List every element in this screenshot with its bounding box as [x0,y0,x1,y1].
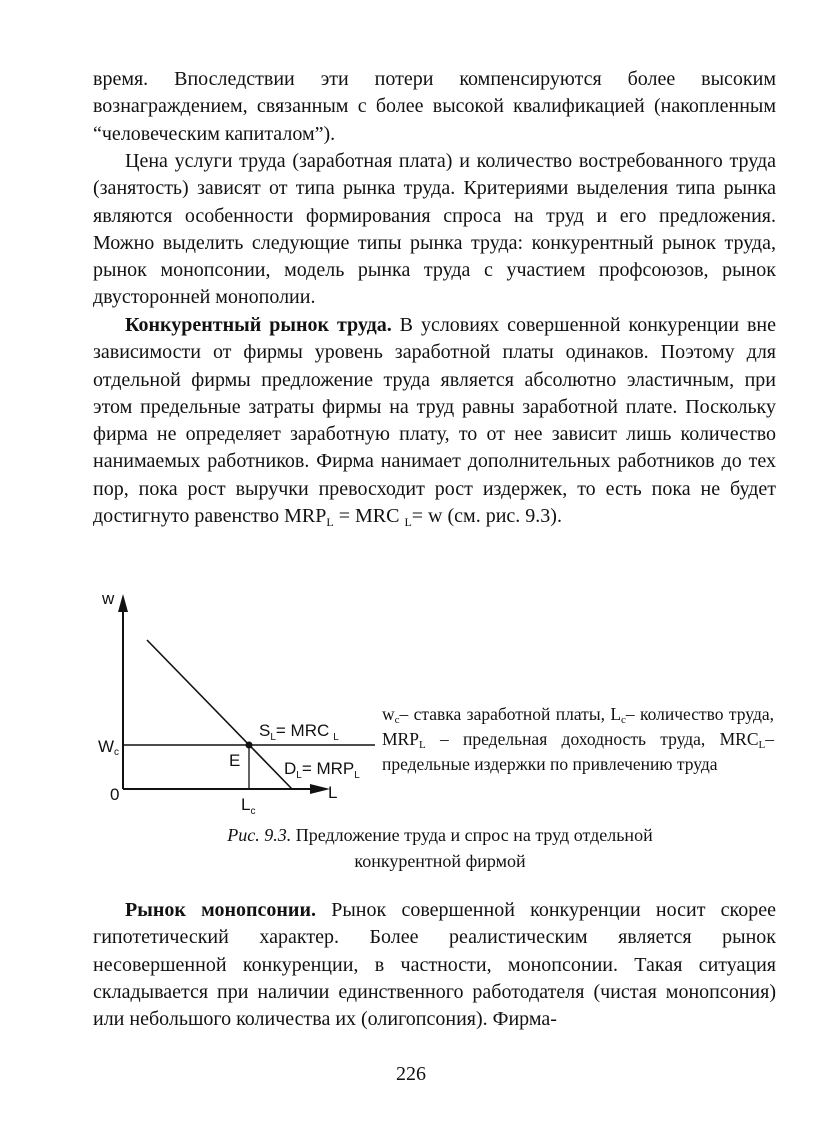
legend-sub: L [418,739,426,751]
legend-w: w [382,704,395,724]
figure-number: Рис. 9.3. [227,825,292,845]
lc-label: $L_c$ [241,795,256,817]
paragraph-1 [93,66,776,148]
formula-sub: L [326,515,334,530]
formula-mrp: MRP [284,505,327,528]
legend-text: – ставка заработной платы, L [399,704,622,724]
y-axis-arrow [118,594,128,612]
wc-label: Wc [98,737,120,758]
demand-label: $D_L= MRP_L$ [284,759,360,781]
paragraph-1-text: время. Впоследствии эти потери компенсируются более высоким вознаграждением, связанным с более высокой квалификацией (накопленным “человеческим капиталом”). [93,68,776,145]
paragraph-3 [93,312,776,530]
paragraph-4 [93,897,776,1033]
legend-text: – предельные издержки по привлечению труда [382,729,774,774]
legend-text: – предельная доходность труда, MRC [425,729,759,749]
page-number: 226 [396,1063,426,1085]
paragraph-4-text: Рынок совершенной конкуренции носит скорее гипотетический характер. Более реалистическим является рынок несовершенной конкуренции, в частности, монопсонии. Такая ситуация складывается при наличии единственного работодателя (чистая монопсония) или небольшого количества их (олигопсония). Фирма- [93,899,777,1031]
paragraph-3-text: В условиях совершенной конкуренции вне зависимости от фирмы уровень заработной платы одинаков. Поэтому для отдельной фирмы предложение труда является абсолютно эластичным, при этом предельные затраты фирмы на труд равны заработной плате. Поскольку фирма не определяет заработную плату, то от нее зависит лишь количество нанимаемых работников. Фирма нанимает дополнительных работников до тех пор, пока рост выручки превосходит рост издержек, то есть пока не будет достигнуто равенство [93,314,776,528]
formula-mrc: = MRC [333,505,405,528]
legend-sub: c [394,714,400,726]
section-heading-monopsony: Рынок монопсонии. [125,899,316,921]
caption-line-1: Предложение труда и спрос на труд отдельной [291,825,653,845]
section-heading-competitive: Конкурентный рынок труда. [125,314,392,336]
equilibrium-point [246,742,253,749]
origin-label: 0 [110,785,120,804]
figure-caption [150,822,730,874]
equilibrium-label: E [229,751,241,770]
equilibrium-formula [284,505,562,530]
legend-sub: L [758,739,766,751]
supply-label: $S_L=$ MRC $_L$ [259,721,339,743]
x-axis-arrow [310,784,330,794]
labor-market-diagram [92,582,382,822]
demand-line [147,640,292,789]
x-axis-label: L [328,783,338,802]
legend-sub: c [621,714,626,726]
formula-tail: = w (см. рис. 9.3). [411,505,562,528]
formula-sub: L [404,515,412,530]
paragraph-2 [93,148,776,312]
legend-text: – количество труда, MRP [382,704,774,749]
figure-legend [382,702,774,777]
paragraph-2-text: Цена услуги труда (заработная плата) и количество востребованного труда (занятость) зависят от типа рынка труда. Критериями выделения типа рынка являются особенности формирования спроса на труд и его предложения. Можно выделить следующие типы рынка труда: конкурентный рынок труда, рынок монопсонии, модель рынка труда с участием профсоюзов, рынок двусторонней монополии. [93,150,776,309]
caption-line-2: конкурентной фирмой [354,851,526,871]
y-axis-label: w [102,589,115,608]
